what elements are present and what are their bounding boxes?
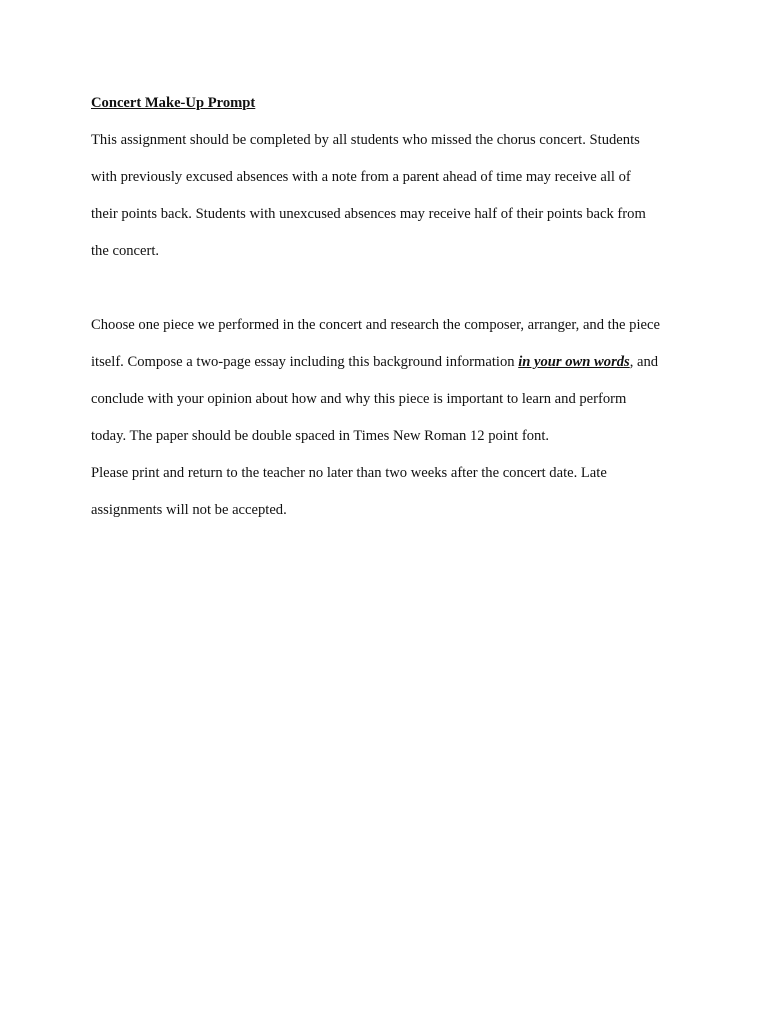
document-body: [91, 92, 691, 536]
document-title: Concert Make-Up Prompt: [91, 95, 256, 111]
paragraph-line: today. The paper should be double spaced in Times New Roman 12 point font.: [91, 428, 550, 444]
text-run: , and: [629, 354, 659, 370]
paragraph-line: with previously excused absences with a note from a parent ahead of time may receive all of: [91, 169, 631, 185]
paragraph-instructions: [91, 314, 691, 462]
paragraph-line: their points back. Students with unexcused absences may receive half of their points back from: [91, 206, 646, 222]
paragraph-line: [91, 351, 691, 388]
paragraph-line: conclude with your opinion about how and why this piece is important to learn and perform: [91, 391, 627, 407]
paragraph-submission: [91, 462, 691, 536]
paragraph-line: Choose one piece we performed in the concert and research the composer, arranger, and the piece: [91, 317, 660, 333]
paragraph-line: Please print and return to the teacher no later than two weeks after the concert date. Late: [91, 465, 607, 481]
text-run: itself. Compose a two-page essay including this background information: [91, 354, 519, 370]
paragraph-eligibility: [91, 129, 691, 277]
paragraph-line: the concert.: [91, 243, 160, 259]
paragraph-line: This assignment should be completed by all students who missed the chorus concert. Students: [91, 132, 640, 148]
paragraph-line: assignments will not be accepted.: [91, 502, 287, 518]
paragraph-spacer: [91, 277, 691, 314]
emphasized-text: in your own words: [518, 354, 630, 370]
